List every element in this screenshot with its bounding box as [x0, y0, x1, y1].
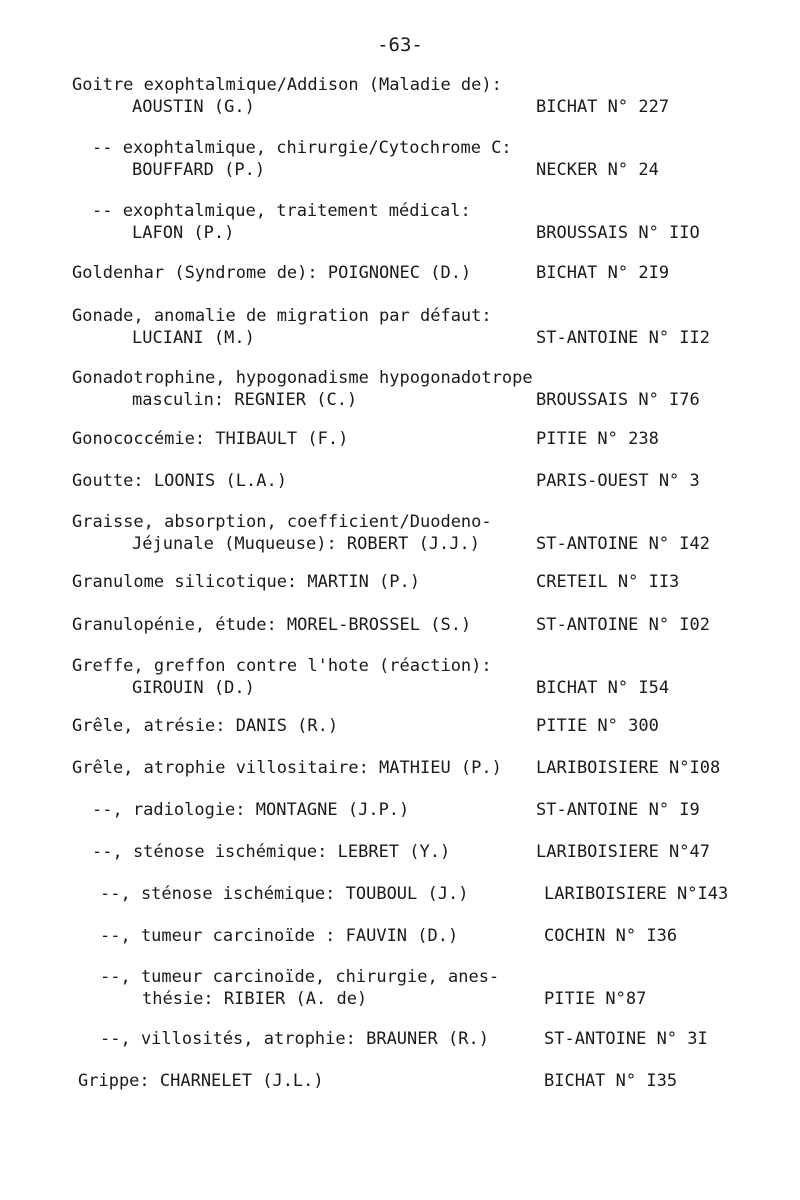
entry-text: Grippe: CHARNELET (J.L.)	[78, 1071, 324, 1091]
index-entry	[0, 1070, 800, 1092]
page-number: -63-	[377, 34, 423, 56]
entry-text: Goitre exophtalmique/Addison (Maladie de):	[72, 75, 502, 95]
entry-location: BICHAT N° I54	[536, 678, 670, 698]
entry-text: --, villosités, atrophie: BRAUNER (R.)	[100, 1029, 489, 1049]
entry-text: Grêle, atrésie: DANIS (R.)	[72, 716, 339, 736]
entry-text: --, radiologie: MONTAGNE (J.P.)	[92, 800, 410, 820]
entry-location: BROUSSAIS N° I76	[536, 390, 700, 410]
entry-location: ST-ANTOINE N° I42	[536, 534, 710, 554]
index-entry	[0, 74, 800, 118]
entry-location: ST-ANTOINE N° 3I	[544, 1029, 708, 1049]
index-entry	[0, 200, 800, 244]
entry-location: PITIE N°87	[544, 989, 647, 1009]
entry-subject	[0, 966, 800, 988]
entry-text: LAFON (P.)	[132, 223, 235, 243]
entry-text: BOUFFARD (P.)	[132, 160, 266, 180]
index-entry	[0, 428, 800, 450]
entry-text: Goutte: LOONIS (L.A.)	[72, 471, 287, 491]
entry-location: ST-ANTOINE N° II2	[536, 328, 710, 348]
entry-text: masculin: REGNIER (C.)	[132, 390, 358, 410]
entry-text: LUCIANI (M.)	[132, 328, 255, 348]
entry-subject	[0, 367, 800, 389]
entry-location: LARIBOISIERE N°I43	[544, 884, 729, 904]
entry-location: PARIS-OUEST N° 3	[536, 471, 700, 491]
entry-text: --, sténose ischémique: TOUBOUL (J.)	[100, 884, 469, 904]
entry-text: Gonade, anomalie de migration par défaut:	[72, 306, 492, 326]
index-entry	[0, 799, 800, 821]
entry-text: Goldenhar (Syndrome de): POIGNONEC (D.)	[72, 263, 472, 283]
entry-subject	[0, 74, 800, 96]
index-entry	[0, 1028, 800, 1050]
index-entry	[0, 614, 800, 636]
entry-author	[0, 677, 800, 699]
index-entry	[0, 715, 800, 737]
entry-text: Gonadotrophine, hypogonadisme hypogonadotrope	[72, 368, 533, 388]
entry-location: LARIBOISIERE N°47	[536, 842, 710, 862]
index-entry	[0, 883, 800, 905]
entry-text: AOUSTIN (G.)	[132, 97, 255, 117]
entry-location: ST-ANTOINE N° I02	[536, 615, 710, 635]
entry-location: BICHAT N° 2I9	[536, 263, 670, 283]
entry-text: Grêle, atrophie villositaire: MATHIEU (P.)	[72, 758, 502, 778]
entry-location: BROUSSAIS N° IIO	[536, 223, 700, 243]
entry-text: Gonococcémie: THIBAULT (F.)	[72, 429, 349, 449]
entry-text: Graisse, absorption, coefficient/Duodeno-	[72, 512, 492, 532]
entry-subject	[0, 655, 800, 677]
entry-text: --, tumeur carcinoïde, chirurgie, anes-	[100, 967, 500, 987]
index-entry	[0, 841, 800, 863]
entry-text: GIROUIN (D.)	[132, 678, 255, 698]
index-entry	[0, 757, 800, 779]
entry-text: Greffe, greffon contre l'hote (réaction):	[72, 656, 492, 676]
entry-text: -- exophtalmique, chirurgie/Cytochrome C:	[92, 138, 512, 158]
index-entry	[0, 655, 800, 699]
entry-text: --, tumeur carcinoïde : FAUVIN (D.)	[100, 926, 459, 946]
index-entry	[0, 925, 800, 947]
entry-location: NECKER N° 24	[536, 160, 659, 180]
entry-location: PITIE N° 238	[536, 429, 659, 449]
index-entry	[0, 305, 800, 349]
entry-text: Jéjunale (Muqueuse): ROBERT (J.J.)	[132, 534, 480, 554]
index-entry	[0, 571, 800, 593]
entry-subject	[0, 262, 800, 284]
index-entry	[0, 367, 800, 411]
index-entry	[0, 470, 800, 492]
entry-text: Granulome silicotique: MARTIN (P.)	[72, 572, 420, 592]
index-entry	[0, 966, 800, 1010]
entry-location: CRETEIL N° II3	[536, 572, 680, 592]
entry-location: ST-ANTOINE N° I9	[536, 800, 700, 820]
entry-author	[0, 96, 800, 118]
entry-location: BICHAT N° I35	[544, 1071, 678, 1091]
entry-subject	[0, 305, 800, 327]
entry-subject	[0, 571, 800, 593]
entry-subject	[0, 137, 800, 159]
entry-location: BICHAT N° 227	[536, 97, 670, 117]
entry-subject	[0, 200, 800, 222]
entry-location: PITIE N° 300	[536, 716, 659, 736]
entry-text: Granulopénie, étude: MOREL-BROSSEL (S.)	[72, 615, 472, 635]
entry-location: COCHIN N° I36	[544, 926, 678, 946]
entry-text: --, sténose ischémique: LEBRET (Y.)	[92, 842, 451, 862]
entry-subject	[0, 715, 800, 737]
entry-subject	[0, 1070, 800, 1092]
index-entry	[0, 511, 800, 555]
entry-subject	[0, 511, 800, 533]
entry-subject	[0, 925, 800, 947]
entry-author	[0, 159, 800, 181]
entry-author	[0, 988, 800, 1010]
entry-subject	[0, 428, 800, 450]
index-entry	[0, 137, 800, 181]
entry-text: thésie: RIBIER (A. de)	[142, 989, 368, 1009]
entry-text: -- exophtalmique, traitement médical:	[92, 201, 471, 221]
entry-location: LARIBOISIERE N°I08	[536, 758, 721, 778]
index-entry	[0, 262, 800, 284]
